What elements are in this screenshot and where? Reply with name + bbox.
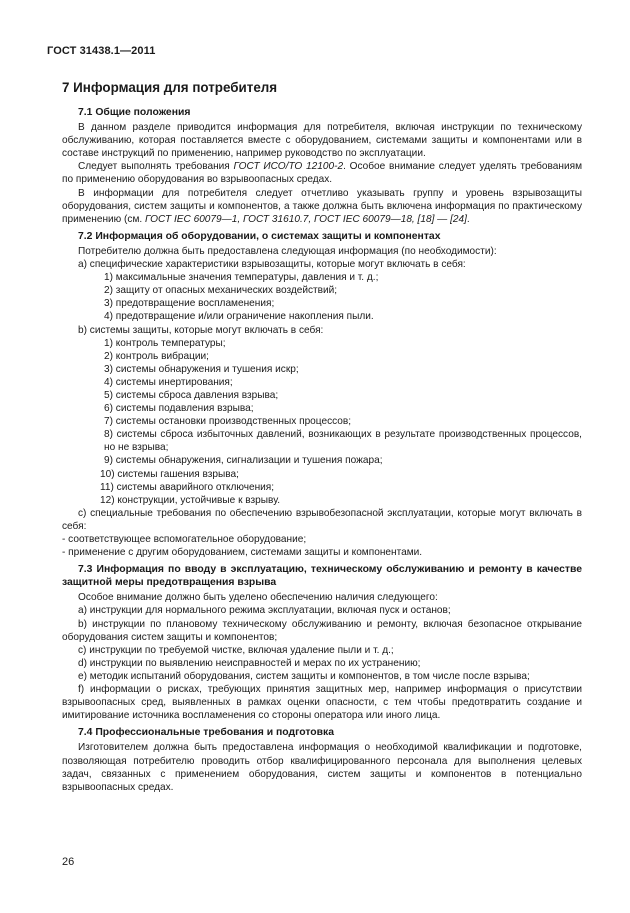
list-label-b: b) системы защиты, которые могут включать в себя:: [78, 324, 324, 336]
list-item: 4) предотвращение и/или ограничение накопления пыли.: [104, 311, 374, 323]
list-item: - применение с другим оборудованием, системами защиты и компонентами.: [62, 547, 423, 559]
list-item: 12) конструкции, устойчивые к взрыву.: [100, 494, 281, 506]
section-7-3-title: 7.3 Информация по вводу в эксплуатацию, техническому обслуживанию и ремонту в качестве защитной меры предотвращения взрыва: [62, 564, 582, 589]
list-label-a: a) специфические характеристики взрывозащиты, которые могут включать в себя:: [78, 259, 466, 271]
page-number: 26: [62, 856, 75, 868]
list-item: 2) защиту от опасных механических воздействий;: [104, 285, 338, 297]
para-text: . Особое внимание следует уделять требованиям по применению оборудования во взрывоопасных средах.: [62, 161, 583, 186]
list-item: 5) системы сброса давления взрыва;: [104, 389, 279, 401]
list-item: 3) предотвращение воспламенения;: [104, 298, 275, 310]
list-item: d) инструкции по выявлению неисправностей и мерах по их устранению;: [78, 657, 421, 669]
list-item: b) инструкции по плановому техническому обслуживанию и ремонту, включая безопасное открывание оборудования систем защиты и компонентов;: [62, 618, 582, 643]
list-item: e) методик испытаний оборудования, систем защиты и компонентов, в том числе после взрыва;: [78, 670, 530, 682]
list-item: c) инструкции по требуемой чистке, включая удаление пыли и т. д.;: [78, 644, 394, 656]
list-item: a) инструкции для нормального режима эксплуатации, включая пуск и останов;: [78, 605, 451, 617]
list-item: 1) максимальные значения температуры, давления и т. д.;: [104, 272, 379, 284]
list-item: f) информации о рисках, требующих принятия защитных мер, например информация о присутствии взрывоопасных сред, выявленных в рамках оценки опасности, с тем чтобы предотвратить создание и имитирование источника воспламенения со стороны оператора или иного лица.: [62, 684, 582, 722]
list-item: 6) системы подавления взрыва;: [104, 403, 254, 415]
list-item: 9) системы обнаружения, сигнализации и тушения пожара;: [104, 455, 383, 467]
para-text: В информации для потребителя следует отчетливо указывать группу и уровень взрывозащиты оборудования, систем защиты и компонентов, а также должна быть включена информация по практическому применению (см.: [62, 187, 582, 225]
list-item: 2) контроль вибрации;: [104, 350, 209, 362]
section-7-1-title: 7.1 Общие положения: [78, 107, 191, 118]
list-item: 8) системы сброса избыточных давлений, возникающих в результате производственных процессов, но не взрыва;: [104, 429, 582, 454]
list-item: 3) системы обнаружения и тушения искр;: [104, 363, 299, 375]
section-7-2-title: 7.2 Информация об оборудовании, о системах защиты и компонентах: [78, 230, 441, 242]
section-7-2-intro: Потребителю должна быть предоставлена следующая информация (по необходимости):: [78, 245, 497, 257]
standard-reference: ГОСТ ИСО/ТО 12100-2: [233, 161, 344, 173]
document-code: ГОСТ 31438.1—2011: [47, 45, 156, 57]
list-label-c: c) специальные требования по обеспечению взрывобезопасной эксплуатации, которые могут включать в себя:: [62, 507, 582, 532]
para-text: Следует выполнять требования: [78, 161, 234, 173]
section-7-4-para-1: Изготовителем должна быть предоставлена информация о необходимой квалификации и подготовке, позволяющая потребителю проводить отбор квалифицированного персонала для выполнения целевых задач, связанных с применением оборудования, систем защиты и компонентов в потенциально взрывоопасных средах.: [62, 742, 582, 793]
list-item: 4) системы инертирования;: [104, 376, 233, 388]
section-7-3-intro: Особое внимание должно быть уделено обеспечению наличия следующего:: [78, 592, 438, 604]
list-item: 10) системы гашения взрыва;: [100, 468, 239, 480]
section-7-1-para-1: В данном разделе приводится информация для потребителя, включая инструкции по техническому обслуживанию, которая поставляется вместе с оборудованием, системами защиты и компонентами или в составе инструкций по применению, например руководство по эксплуатации.: [62, 122, 582, 160]
section-7-title: 7 Информация для потребителя: [62, 80, 278, 95]
list-item: - соответствующее вспомогательное оборудование;: [62, 534, 307, 545]
standard-reference: ГОСТ IEC 60079—1, ГОСТ 31610.7, ГОСТ IEC 60079—18, [18] — [24]: [145, 213, 467, 225]
para-text: .: [466, 213, 470, 225]
list-item: 11) системы аварийного отключения;: [100, 481, 275, 493]
list-item: 1) контроль температуры;: [104, 337, 226, 349]
section-7-1-para-2: [62, 160, 582, 186]
section-7-1-para-3: [62, 187, 582, 226]
section-7-4-title: 7.4 Профессиональные требования и подготовка: [78, 727, 335, 739]
list-item: 7) системы остановки производственных процессов;: [104, 416, 352, 428]
page-content: [62, 80, 582, 794]
